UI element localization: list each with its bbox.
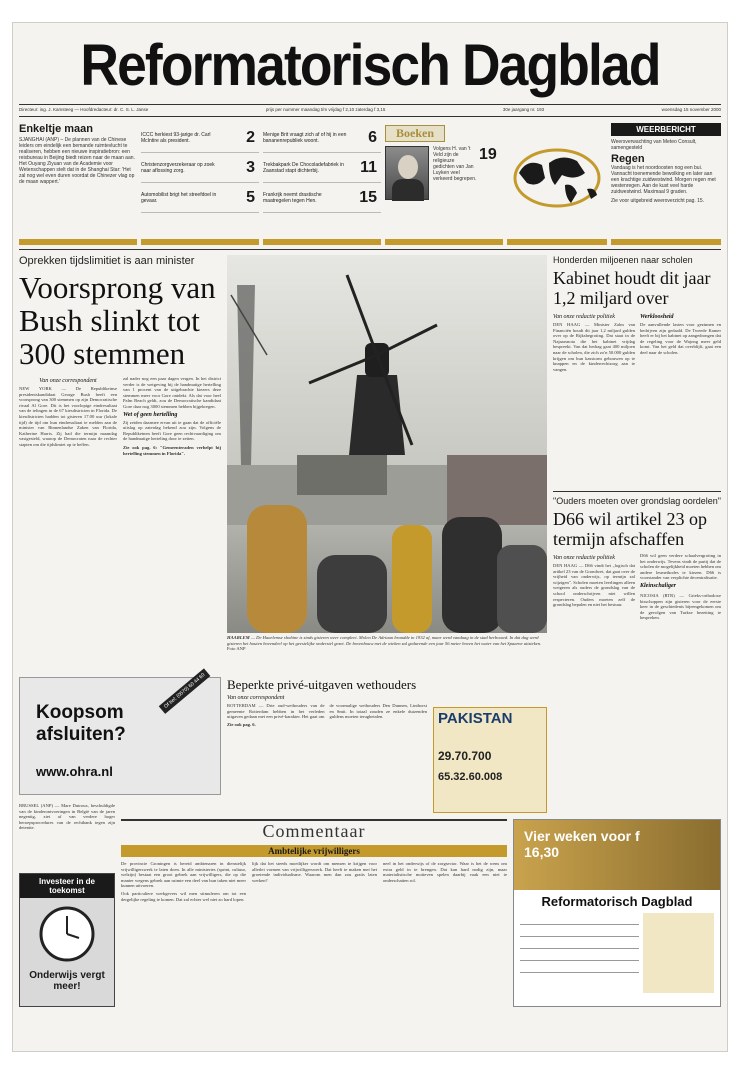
kabinet-article	[553, 255, 721, 487]
lead-subhead: Wet of geen hertelling	[123, 411, 178, 418]
teaser-bar	[263, 239, 381, 245]
teaser-item[interactable]: Menige Brit vraagt zich af of hij in een bananenrepubliek woont. 6	[263, 123, 381, 153]
teaser-text: SJANGHAI (ANP) – De plannen van de Chinese leiders om eindelijk een bemande ruimtevlucht te realiseren, hebben een nieuwe inspiratiebron: een reisbureau in Beijing biedt reizen naar de maan aan. Het Ouyang Ziyuan van de Academie voor Wetenschappen stelt dat in de Shanghai Star: 'Het zal nog wel even duren voordat de Chinezer vlag op de maan wappert.'	[19, 137, 135, 185]
invest-ad[interactable]	[19, 873, 115, 1007]
lead-byline: Van onze correspondent	[39, 378, 97, 384]
divider	[19, 249, 721, 250]
masthead	[19, 27, 721, 105]
form-line[interactable]	[520, 965, 639, 973]
world-map-icon	[507, 123, 607, 233]
commentaar-headline-bar	[121, 845, 507, 857]
ohra-tag: Of bel: (0570) 60 44 60	[158, 668, 210, 714]
form-line[interactable]	[520, 953, 639, 961]
teaser-boeken[interactable]	[385, 123, 503, 245]
commentaar-text-4: neel in het onderwijs of de zorgsector. Waar is het de wens om extra geld in te brengen. Dat kan hard nodig zijn, maar materialistische motieven spelen daarbij vaak een niet te onderschatten rol.	[383, 861, 507, 883]
teaser-item[interactable]: Trekbakpark De Chocoladefabriek in Zaanstad stapt dichterbij. 11	[263, 153, 381, 183]
d66-byline: Van onze redactie politiek	[553, 555, 615, 561]
boeken-page: 19	[479, 146, 497, 163]
nicosia-text: NICOSIA (RTR) — Grieks-orthodoxe bisschoppen zijn gisteren voor de eerste keer in de geschiedenis bijeengekomen om de gevolgen van Turkse bezetting te bespreken.	[640, 592, 721, 621]
pakistan-title: PAKISTAN	[438, 710, 513, 727]
form-line[interactable]	[520, 917, 639, 925]
dateline	[19, 107, 721, 117]
subscription-form	[514, 909, 720, 997]
lead-kicker: Oprekken tijdslimitiet is aan minister	[19, 255, 195, 267]
teaser-bar	[19, 239, 137, 245]
beperkt-text: ROTTERDAM — Drie oud-wethouders van de gemeente Rotterdam hebben in het verleden uitgaven gedaan met een privé-karakter. Het gaat om de voormalige wethouders Den Dunnen, Linthorst en Smit. In totaal zouden ze enkele duizenden guldens moeten terugbetalen.	[227, 703, 427, 720]
windmill-photo	[227, 255, 547, 633]
weather-text: Vandaag is het noordoosten nog een bui. Vannacht toenemende bewolking en later aan een krachtige zuidwestwind. Morgen regen met westenregen. Aan de kust veel harde zuidwestwind. Maximaal 9 graden.	[611, 165, 716, 195]
clock-icon	[37, 904, 97, 964]
ohra-title: Koopsom afsluiten?	[36, 702, 126, 745]
teaser-bar	[141, 239, 259, 245]
teaser-enkeltje[interactable]	[19, 123, 137, 245]
beperkt-byline: Van onze correspondent	[227, 695, 285, 701]
lead-see-also: Zie ook pag. 6: "Gemeenteraden verhelpt bij hertelling stemmen in Florida".	[123, 444, 221, 456]
teaser-list-2	[263, 123, 381, 245]
lead-headline: Voorsprong van Bush slinkt tot 300 stemmen	[19, 270, 216, 371]
kabinet-headline: Kabinet houdt dit jaar 1,2 miljard over	[553, 268, 711, 308]
kabinet-byline: Van onze redactie politiek	[553, 314, 615, 320]
invest-bottom: Onderwijs vergt meer!	[29, 970, 105, 992]
beperkt-headline: Beperkte privé-uitgaven wethouders	[227, 677, 417, 692]
editor-info: Directeur: ing. J. Kamsteeg — Hoofdredacteur: dr. C. S. L. Janse	[19, 107, 149, 112]
pakistan-phone: 65.32.60.008	[438, 771, 503, 783]
teaser-item[interactable]: Frankrijk neemt drastische maatregelen tegen Hen. 15	[263, 183, 381, 213]
windmill-icon	[227, 255, 547, 633]
kabinet-text-2: De aanvullende lasten voor gezinnen en bedrijven zijn gedaald. De Tweede Kamer heeft er bij het kabinet op aangedrongen dat de regeling voor de Wajong meer geld komt. Van het geld dat overblijft, gaat een deel naar de scholen.	[640, 322, 721, 355]
teaser-item[interactable]: ICCC herkiest 93-jarige dr. Carl McIntire als president. 2	[141, 123, 259, 153]
pakistan-ad[interactable]	[433, 707, 547, 813]
d66-article	[553, 491, 721, 813]
lead-article	[19, 255, 221, 665]
invest-title: Investeer in de toekomst	[20, 874, 114, 898]
weather-footer: Zie voor uitgebreid weeroverzicht pag. 15.	[611, 198, 705, 204]
beperkt-article	[227, 677, 427, 813]
teaser-bar	[385, 239, 503, 245]
price-info: prijs per nummer maandag t/m vrijdag f 2,10 zaterdag f 3,15	[265, 107, 386, 112]
beperkt-see-also: Zie ook pag. 6.	[227, 721, 256, 727]
world-map-graphic	[507, 123, 607, 245]
subscription-ad-offer: Vier weken voor f 16,30	[524, 828, 640, 860]
subscription-ad-paper: Reformatorisch Dagblad	[541, 894, 693, 909]
photo-credit: Foto ANP	[227, 646, 246, 652]
commentaar-text-2: Ook particuliere werkgevers wil men stimuleren om tot een dergelijke regeling te komen. Dat zal echter wel niet zo hard lopen.	[121, 890, 246, 902]
ohra-url: www.ohra.nl	[36, 764, 113, 779]
subscription-ad-header	[514, 820, 720, 890]
author-photo	[385, 146, 429, 200]
d66-subhead: Kleinschaliger	[640, 582, 677, 589]
commentaar-headline: Ambtelijke vrijwilligers	[268, 846, 360, 856]
weather-source: Weersverwachting van Meteo Consult, samengesteld	[611, 139, 697, 151]
d66-kicker: "Ouders moeten over grondslag oordelen"	[553, 496, 721, 506]
weather-label: WEERBERICHT	[611, 123, 721, 136]
photo-caption-title: HAARLEM	[227, 635, 250, 640]
teaser-title: Enkeltje maan	[19, 123, 93, 135]
form-line[interactable]	[520, 929, 639, 937]
pakistan-price: 29.70.700	[438, 749, 492, 763]
date: woensdag 15 november 2000	[661, 107, 721, 112]
form-info-box	[643, 913, 714, 993]
commentaar-text-3: lijk dat het steeds moeilijker wordt om mensen te krijgen voor allerlei vormen van vrijwilligerswerk. Dat heeft te maken met het groeiende individualisme. Waarom men dan zou gratis laten werken?	[252, 861, 377, 883]
commentaar-article	[121, 845, 507, 1007]
lead-text-2: zal nader nog een paar dagen vergen. In het district verder is de wetgeving bij de handmatige hertelling van 1 procent van de uitgebrachte kiezers deze stemmen meer voor Gore ontdekt. Als dat voor heel Palm Beach geldt, zou de Democratische kandidaat Gore daar nog 3000 stemmen hebben bijgekregen.	[123, 376, 221, 409]
newspaper-page	[12, 22, 728, 1052]
lead-text-3: Zij zeiden daarmee ervan uit te gaan dat de officiële uitslag op zaterdag bekend zou zijn. Volgens de Republikeinen heeft Gore geen rechtvaardiging om de handmatige herteling door te zetten.	[123, 419, 221, 442]
weather-box[interactable]	[611, 123, 721, 245]
teaser-bar	[507, 239, 607, 245]
newspaper-title: Reformatorisch Dagblad	[80, 33, 660, 98]
photo-caption: HAARLEM — De Haarlemse shobine is sinds gisteren weer compleet. Molen De Adriaan brandde in 1932 af, maar werd vandaag in de stad herbouwd. In dat dag werd gisteren het houten bovendeel op het geestelijke onderstel gezet. De bovenbouw met de wieken zal gedurende een jaar 56 meter boven het water van het Spaarne uitsteken. Foto ANP	[227, 635, 542, 652]
brussel-item	[19, 803, 115, 867]
ohra-ad[interactable]	[19, 672, 221, 795]
boeken-text: Volgens H. van 't Veld zijn de religieuze gedichten van Jan Luyken veel verkeerd begrepen.	[433, 146, 477, 182]
kabinet-text-1: DEN HAAG — Minister Zalm van Financiën houdt dit jaar 1,2 miljard gulden over op de Rijksbegroting. Dat staat in de Najaarsnota die het kabinet vrijdag bespreekt. Van dat bedrag gaat 400 miljoen naar de scholen, die zich zo'n 50.000 gulden krijgen om hun kasstorm gebouwen op te knappen en de kinderrechtzorg aan te vangen.	[553, 322, 635, 372]
weather-title: Regen	[611, 153, 645, 165]
teaser-bar	[611, 239, 721, 245]
volume-info: 30e jaargang nr. 193	[502, 107, 545, 112]
commentaar-title: Commentaar	[262, 821, 366, 841]
photo-caption-text: De Haarlemse shobine is sinds gisteren weer compleet. Molen De Adriaan brandde in 1932 af, maar werd vandaag in de stad herbouwd. In dat dag werd gisteren het houten bovendeel op het geestelijke onderstel gezet. De bovenbouw met de wieken zal gedurende een jaar 56 meter boven het water van het Spaarne uitsteken.	[227, 635, 542, 646]
d66-headline: D66 wil artikel 23 op termijn afschaffen	[553, 509, 707, 549]
teaser-item[interactable]: Automobilist brigt het streefdoel in gevaar. 5	[141, 183, 259, 213]
boeken-label: Boeken	[385, 125, 445, 142]
d66-text-1: DEN HAAG — D66 vindt het „logisch dat artikel 23 van de Grondwet, dat gaat over de vrijheid van onderwijs, op termijn zal wijzigen". Scholen moeten leerlingen alleen weigeren als ouders de grondslag van de school onderschrijven niet willen respecteren. Ouders moeten zelf de grondslag bepalen en niet het bestuur.	[553, 563, 635, 608]
lead-text-1: NEW YORK — De Republikeinse presidentskandidaat George Bush heeft een voorsprong van 300 stemmen op zijn Democratische rivaal Al Gore. Dit is het voorlopige eindresultaat van de telingen in de 67 kiesdistricten in Florida. De kiesdistricten hadden tot gisteren 17.00 uur (lokale tijd) de tijd om hun eindresultaat te melden aan de minister van Binnenlandse Zaken van Florida, Katherine Harris. Zij had die termijn maandag vastgesteld, waarop de Democraten naar de rechter stapten om die tijdslimiet op te heffen.	[19, 386, 117, 447]
teaser-item[interactable]: Christenzorgverzekeraar op zoek naar aflossing zorg. 3	[141, 153, 259, 183]
d66-text-2-intro: D66 wil geen verdere schaalvergroting in het onderwijs. Tevens vindt de partij dat de scholen de mogelijkheid moeten hebben om andere lesmethodes te kiezen. D66 is voorstander van verplichte decentralisatie.	[640, 553, 721, 581]
teaser-row	[19, 123, 721, 245]
teaser-list-1	[141, 123, 259, 245]
kabinet-subhead: Werkloosheid	[640, 314, 674, 320]
subscription-ad[interactable]	[513, 819, 721, 1007]
kabinet-kicker: Honderden miljoenen naar scholen	[553, 255, 693, 265]
commentaar-text-1: De provincie Groningen is bereid ambtenaren in dienstelijk vrijwilligerswerk te laten doen. In alle ministeries (sprint, cultuur, welzijn) bestaat een groot gebrek aan vrijwilligers, die op die manier wegens gebrek aan ruimte een deel van hun taken niet meer kunnen uitvoeren.	[121, 861, 246, 889]
brussel-text: BRUSSEL (ANP) — Mare Dutroux, beschuldigde van de kinderontvoeringen in België van de jaren negentig, ziet af van verdere hoger beroepsprocedures van de rechtbank tegen zijn detentie.	[19, 803, 115, 831]
form-line[interactable]	[520, 941, 639, 949]
commentaar-header	[121, 819, 507, 841]
